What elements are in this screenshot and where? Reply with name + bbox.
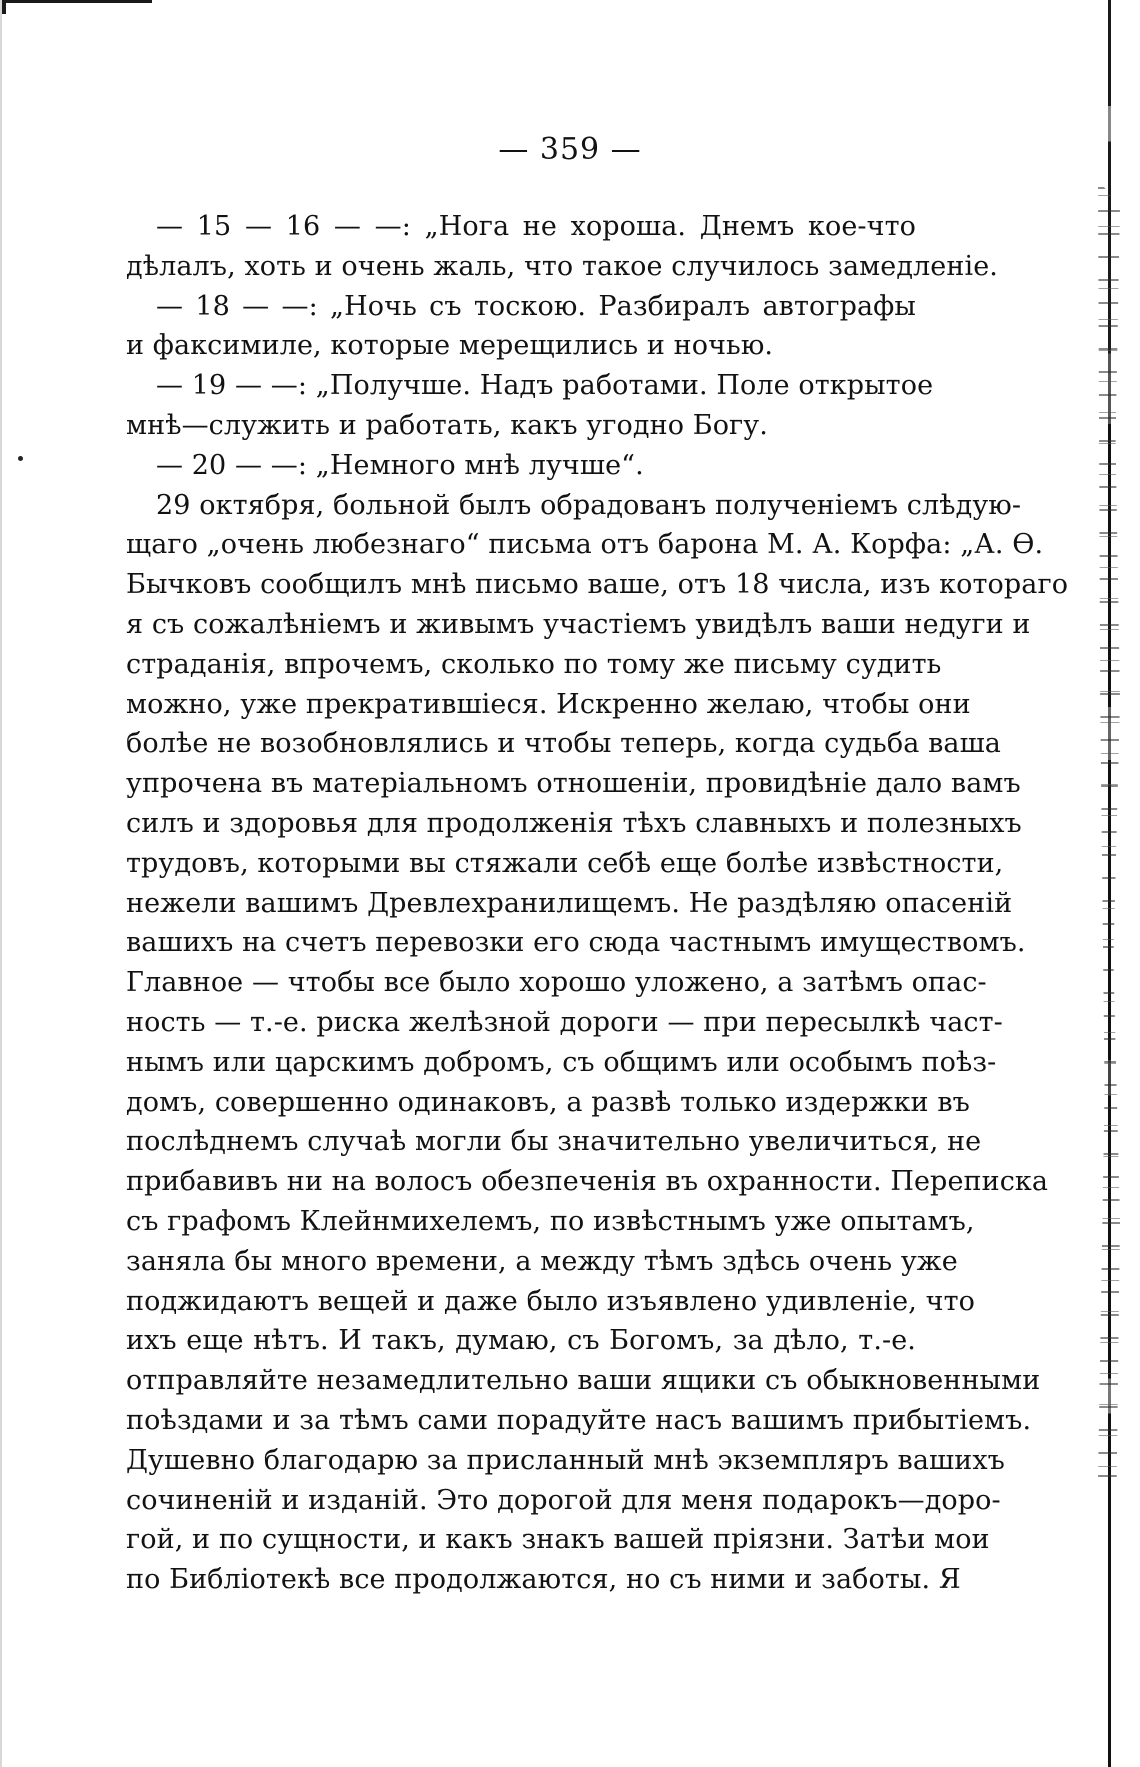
text-line: отправляйте незамедлительно ваши ящики съ обыкновенными [126,1365,1041,1397]
text-line: Душевно благодарю за присланный мнѣ экземпляръ вашихъ [126,1444,1005,1476]
text-line: Бычковъ сообщилъ мнѣ письмо ваше, отъ 18 числа, изъ котораго [126,569,1069,601]
text-line: и факсимиле, которые мерещились и ночью. [126,330,774,362]
text-line: поѣздами и за тѣмъ сами порадуйте насъ вашимъ прибытіемъ. [126,1404,1032,1436]
page-number: — 359 — [498,132,642,167]
text-line: — 19 — —: „Получше. Надъ работами. Поле открытое [156,370,934,402]
text-line: — 15 — 16 — —: „Нога не хороша. Днемъ кое-что [156,211,916,242]
text-line: трудовъ, которыми вы стяжали себѣ еще болѣе извѣстности, [126,847,1004,879]
text-line: нежели вашимъ Древлехранилищемъ. Не раздѣляю опасеній [126,887,1013,919]
text-line: щаго „очень любезнаго“ письма отъ барона М. А. Корфа: „А. Ѳ. [126,529,1044,561]
text-line: сочиненій и изданій. Это дорогой для меня подарокъ—доро- [126,1484,1001,1516]
text-line: — 20 — —: „Немного мнѣ лучше“. [156,449,644,481]
text-line: домъ, совершенно одинаковъ, а развѣ только издержки въ [126,1086,970,1118]
scan-corner-tick [2,0,6,14]
text-line: по Библіотекѣ все продолжаются, но съ ними и заботы. Я [126,1564,961,1596]
text-line: вашихъ на счетъ перевозки его сюда частнымъ имуществомъ. [126,927,1026,959]
body-text [126,207,1069,1600]
text-line: можно, уже прекратившіеся. Искренно желаю, чтобы они [126,688,971,720]
text-line: мнѣ—служить и работать, какъ угодно Богу. [126,409,768,441]
text-line: — 18 — —: „Ночь съ тоскою. Разбиралъ автографы [156,290,916,322]
text-line: ихъ еще нѣтъ. И такъ, думаю, съ Богомъ, за дѣло, т.-е. [126,1325,916,1357]
text-line: дѣлалъ, хоть и очень жаль, что такое случилось замедленіе. [126,250,998,282]
scan-corner-bar [2,0,152,3]
text-line: я съ сожалѣніемъ и живымъ участіемъ увидѣлъ ваши недуги и [126,608,1031,640]
text-line: заняла бы много времени, а между тѣмъ здѣсь очень уже [126,1245,958,1277]
text-line: болѣе не возобновлялись и чтобы теперь, когда судьба ваша [126,728,1001,760]
text-line: силъ и здоровья для продолженія тѣхъ славныхъ и полезныхъ [126,807,1022,839]
text-line: поджидаютъ вещей и даже было изъявлено удивленіе, что [126,1285,975,1317]
scan-corner-mark [0,0,150,12]
scan-left-edge [0,0,2,1767]
text-line: послѣднемъ случаѣ могли бы значительно увеличиться, не [126,1126,982,1158]
margin-dot [18,456,23,461]
text-line: страданія, впрочемъ, сколько по тому же письму судить [126,648,942,680]
text-line: нымъ или царскимъ добромъ, съ общимъ или особымъ поѣз- [126,1046,997,1078]
text-line: съ графомъ Клейнмихелемъ, по извѣстнымъ уже опытамъ, [126,1205,975,1237]
scan-right-edge [1098,0,1140,1767]
text-line: ность — т.-е. риска желѣзной дороги — при пересылкѣ част- [126,1006,1003,1038]
text-line: 29 октября, больной былъ обрадованъ полученіемъ слѣдую- [156,489,1022,521]
text-line: прибавивъ ни на волосъ обезпеченія въ охранности. Переписка [126,1166,1049,1198]
text-line: гой, и по сущности, и какъ знакъ вашей пріязни. Затѣи мои [126,1524,990,1556]
scan-noise [1098,180,1120,1480]
text-line: Главное — чтобы все было хорошо уложено, а затѣмъ опас- [126,967,987,999]
text-line: упрочена въ матеріальномъ отношеніи, провидѣніе дало вамъ [126,768,1021,800]
